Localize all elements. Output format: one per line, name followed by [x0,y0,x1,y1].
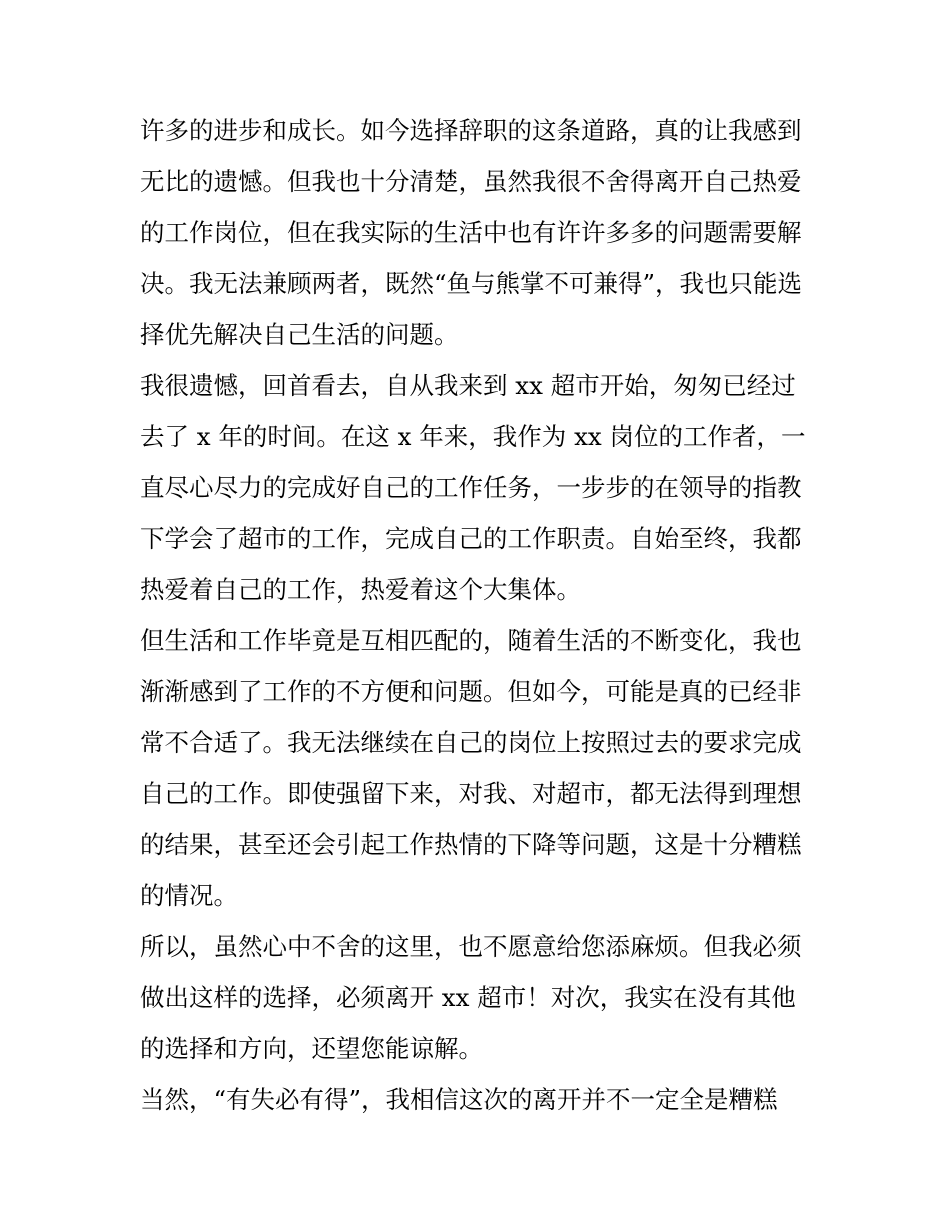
text-line: 的情况。 [140,881,238,910]
text-line: 自己的工作。即使强留下来，对我、对超市，都无法得到理想 [140,779,802,808]
document-body [140,105,830,1125]
text-line: 但生活和工作毕竟是互相匹配的，随着生活的不断变化，我也 [140,626,802,655]
text-line: 常不合适了。我无法继续在自己的岗位上按照过去的要求完成 [140,728,802,757]
text-line: 当然，“有失必有得”，我相信这次的离开并不一定全是糟糕 [140,1085,778,1114]
text-line: 我很遗憾，回首看去，自从我来到 xx 超市开始，匆匆已经过 [140,371,796,400]
text-line: 做出这样的选择，必须离开 xx 超市！对次，我实在没有其他 [140,983,796,1012]
text-line: 无比的遗憾。但我也十分清楚，虽然我很不舍得离开自己热爱 [140,167,802,196]
text-line: 决。我无法兼顾两者，既然“鱼与熊掌不可兼得”，我也只能选 [140,269,803,298]
text-line: 直尽心尽力的完成好自己的工作任务，一步步的在领导的指教 [140,473,802,502]
text-line: 去了 x 年的时间。在这 x 年来，我作为 xx 岗位的工作者，一 [140,422,806,451]
text-line: 择优先解决自己生活的问题。 [140,320,459,349]
text-line: 下学会了超市的工作，完成自己的工作职责。自始至终，我都 [140,524,802,553]
text-line: 渐渐感到了工作的不方便和问题。但如今，可能是真的已经非 [140,677,802,706]
text-line: 所以，虽然心中不舍的这里，也不愿意给您添麻烦。但我必须 [140,932,802,961]
text-line: 许多的进步和成长。如今选择辞职的这条道路，真的让我感到 [140,116,802,145]
text-line: 热爱着自己的工作，热爱着这个大集体。 [140,575,581,604]
text-line: 的结果，甚至还会引起工作热情的下降等问题，这是十分糟糕 [140,830,802,859]
text-line: 的工作岗位，但在我实际的生活中也有许许多多的问题需要解 [140,218,802,247]
text-line: 的选择和方向，还望您能谅解。 [140,1034,483,1063]
